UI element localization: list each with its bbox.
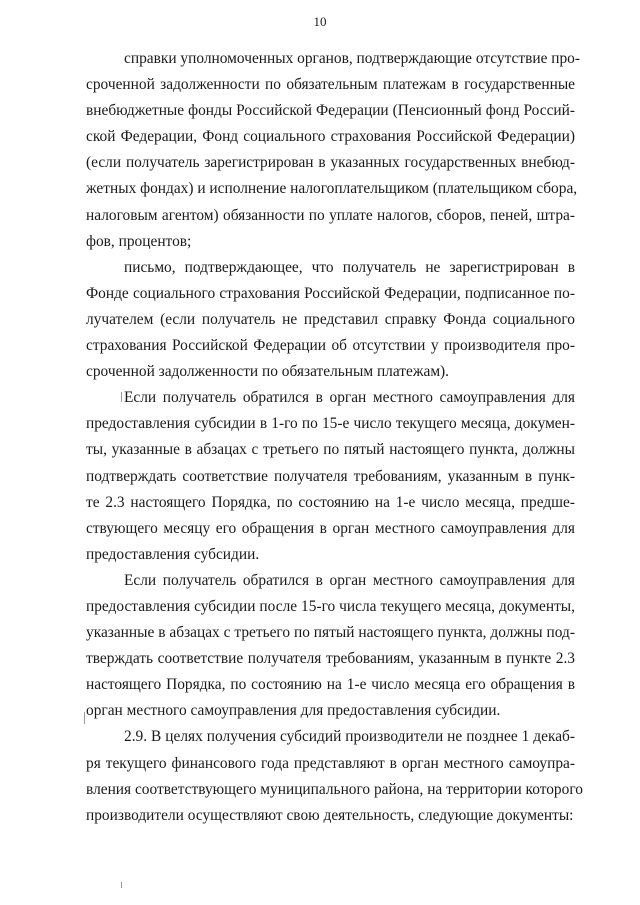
text-line: ты, указанные в абзацах с третьего по пятый настоящего пункта, должны xyxy=(86,441,575,459)
paragraph xyxy=(86,724,583,828)
text-line: письмо, подтверждающее, что получатель не зарегистрирован в xyxy=(124,258,575,276)
text-line: предоставления субсидии. xyxy=(86,545,260,563)
text-line: внебюджетные фонды Российской Федерации (Пенсионный фонд Россий- xyxy=(86,102,575,120)
text-line: ря текущего финансового года представляют в орган местного самоупра- xyxy=(86,754,575,772)
text-line: ствующего месяцу его обращения в орган местного самоуправления для xyxy=(86,519,575,537)
document-body xyxy=(86,46,583,829)
text-line: предоставления субсидии после 15-го числа текущего месяца, документы, xyxy=(86,597,575,615)
text-line: сроченной задолженности по обязательным платежам). xyxy=(86,363,450,381)
text-line: орган местного самоуправления для предоставления субсидии. xyxy=(86,702,501,720)
text-line: тверждать соответствие получателя требованиям, указанным в пункте 2.3 xyxy=(86,650,575,668)
text-line: (если получатель зарегистрирован в указанных государственных внебюд- xyxy=(86,154,575,172)
page-number: 10 xyxy=(313,14,327,29)
text-line: справки уполномоченных органов, подтверждающие отсутствие про- xyxy=(124,50,580,67)
scan-mark xyxy=(121,392,122,402)
text-line: страхования Российской Федерации об отсутствии у производителя про- xyxy=(86,337,575,355)
text-line: производители осуществляют свою деятельность, следующие документы: xyxy=(86,806,574,824)
text-line: сроченной задолженности по обязательным платежам в государственные xyxy=(86,76,575,94)
text-line: Если получатель обратился в орган местного самоуправления для xyxy=(124,571,575,589)
text-line: указанные в абзацах с третьего по пятый настоящего пункта, должны под- xyxy=(86,624,575,642)
scan-mark xyxy=(84,712,85,724)
text-line: Если получатель обратился в орган местного самоуправления для xyxy=(124,389,575,407)
text-line: вления соответствующего муниципального района, на территории которого xyxy=(86,780,583,798)
text-line: фов, процентов; xyxy=(86,232,192,250)
text-line: настоящего Порядка, по состоянию на 1-е число месяца его обращения в xyxy=(86,676,575,694)
paragraph xyxy=(86,385,575,568)
scan-mark xyxy=(121,882,122,888)
text-line: Фонде социального страхования Российской Федерации, подписанное по- xyxy=(86,284,575,302)
paragraph xyxy=(86,46,580,255)
text-line: подтверждать соответствие получателя требованиям, указанным в пунк- xyxy=(86,467,575,485)
text-line: налоговым агентом) обязанности по уплате налогов, сборов, пеней, штра- xyxy=(86,206,575,224)
text-line: предоставления субсидии в 1-го по 15-е число текущего месяца, докумен- xyxy=(86,415,575,433)
paragraph xyxy=(86,255,575,385)
text-line: жетных фондах) и исполнение налогоплательщиком (плательщиком сбора, xyxy=(86,180,578,198)
text-line: те 2.3 настоящего Порядка, по состоянию на 1-е число месяца, предше- xyxy=(86,493,575,511)
paragraph xyxy=(86,568,575,725)
text-line: лучателем (если получатель не представил справку Фонда социального xyxy=(86,310,575,328)
text-line: 2.9. В целях получения субсидий производители не позднее 1 декаб- xyxy=(124,728,575,746)
text-line: ской Федерации, Фонд социального страхования Российской Федерации) xyxy=(86,128,575,146)
